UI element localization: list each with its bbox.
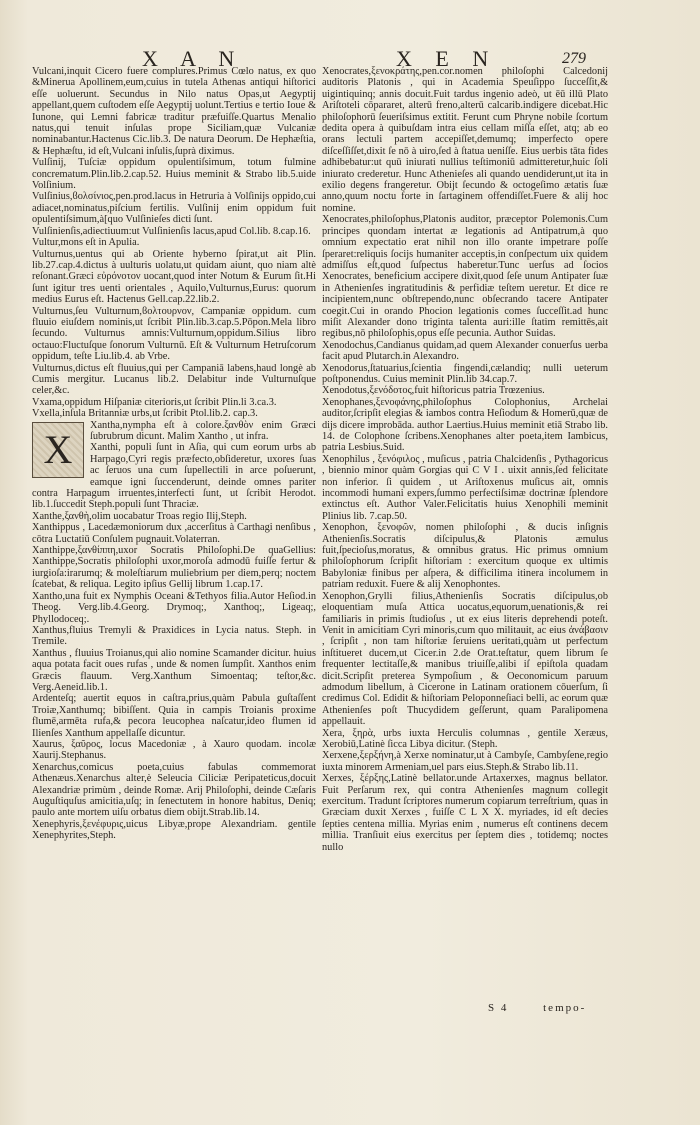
dictionary-entry: Vulcani,inquit Cicero fuere complures.Primus Cœlo natus, ex quo &Minerua Apollinem,eum,cuius in tutela Athenas antiqui hiſtorici eſſe uoluerunt. Secundus in Nilo natus Opas,ut Aegyptij appellant,quem cuſtodem eſſe Aegyptij uolunt.Tertius e tertio Ioue & Iunone, qui Lemni fabricæ traditur præfuiſſe.Quartus Menalio natus,qui tenuit inſulas prope Siciliam,quæ Vulcaniæ nominabantur.Hactenus Cic.lib.3. De natura Deorum. De Hephæſtia, & Hephæſtu, id eſt,Vulcani inſulis,ſuprà diximus. (32, 66, 316, 157)
dictionary-entry: Xenophilus , ξενόφιλος , muſicus , patria Chalcidenſis , Pythagoricus , biennio minor quàm Gorgias qui C V I . uixit annis,ſed felicitate non inferior. ſi quidem , ut Ariſtoxenus muſicus ait, omnis incommodi humani expers,ſummo perfectiſsimæ doctrinæ ſplendore extinctus eſt. Author Valer.Felicitatis huius Xenophili meminit Plinius lib. 7.cap.50. (322, 453, 608, 522)
dictionary-entry: Xenodotus,ξενόδοτος,fuit hiſtoricus patria Trœzenius. (322, 385, 545, 397)
dictionary-entry: Xenocrates,ξενοκράτης,pen.cor.nomen philoſophi Calcedonij auditoris Platonis , qui in Academia Speuſippo ſucceſſit,& uigintiquinq; annis docuit.Fuit tardus ingenio adeò, ut ēū illū Plato Ariſtoteli cōpararet, alterū freno,alterū calcarib.indigere dicebat.Hic philoſophorū ſeueriſsimus extitit. Ferunt cum Phryne nobile ſcortum dedita opera à quibuſdam intra eius cellam miſſa eſſet, atq; ab eo orans lectuli partem accepiſſet,demumq; imperfecto opere diſceſſiſſet,dixit ſe nō à uiro,ſed à ſtatua ueniſſe. Eius uerbis tāta fides adhibebatur:ut quū iniurati nullius teſtimoniū admitteretur,huic ſoli iniurato crederetur. Hunc Athenieſes ali quando uendiderunt,ut ita in exilio degens frangeretur. Obijt ſecundo & octogeſimo ætatis ſuæ anno,quum noctu forte in ſartaginem offendiſſet.Fuere & alij hoc nomine. (322, 66, 608, 214)
dictionary-entry: Vxama,oppidum Hiſpaniæ citerioris,ut ſcribit Plin.li 3.ca.3. (32, 396, 277, 408)
header-right-word: X E N (396, 46, 498, 71)
dictionary-entry: Vxella,inſula Britanniæ urbs,ut ſcribit Ptol.lib.2. cap.3. (32, 408, 258, 420)
dictionary-entry: Xanthus , fluuius Troianus,qui alio nomine Scamander dicitur. huius aqua potata facit oues rufas , unde & nomen ſumpſit. Xanthos enim Græcis flauum. Verg.Xanthum Simoentaq; teſtor,&c. Verg.Aeneid.lib.1. (32, 647, 316, 693)
dictionary-entry: Xenodochus,Candianus quidam,ad quem Alexander conuerſus uerba facit apud Plutarch.in Alexandro. (322, 339, 608, 363)
dictionary-entry: Xanthippus , Lacedæmoniorum dux ,accerſitus à Carthagi nenſibus , cōtra Luctatiū Conſulem pugnauit.Volaterran. (32, 522, 316, 545)
dictionary-entry: Xerxene,ξερξήνη,à Xerxe nominatur,ut à Cambyſe, Cambyſene,regio iuxta minorem Armeniam,uel pars eius.Steph.& Strabo lib.11. (322, 750, 608, 773)
signature-mark: S 4 (488, 1002, 509, 1014)
dictionary-entry: Xenophon, ξενοφῶν, nomen philoſophi , & ducis inſignis Athenienſis.Socratis diſcipulus,& Platonis æmulus fuit,ſpecioſus,moratus, & omnibus gratus. Hic primus omnium philoſophorum ſcripſit hiſtoriam : exercitum quoque ex ultimis Babyloniæ finibus per aſpera, & difficilima itinera incolumem in patriam reduxit. Fuere & alij Xenophontes. (322, 522, 608, 591)
dictionary-entry: Xenodorus,ſtatuarius,ſcientia fingendi,cælandiq; nulli ueterum poſtponendus. Cuius meminit Plin.lib 34.cap.7. (322, 362, 608, 385)
dictionary-entry: Ardenteſq; auertit equos in caſtra,prius,quàm Pabula guſtaſſent Troiæ,Xanthumq; bibiſſent. Quia in campis Troianis proxime flumē,armēta rufa,& pecora leucophea naſcatur,ideo flumen id Ilienſes Xanthum appellaſſe dicuntur. (32, 693, 316, 739)
dictionary-entry: Vulſinius,ϐολσίνιος,pen.prod.lacus in Hetruria à Volſinijs oppido,cui adiacet,nominatus,piſcium fertilis. Vulſinij enim oppidum fuit opulentiſsimum,à[quo Vulſinieſes dicti ſunt. (32, 191, 316, 226)
left-column (32, 66, 316, 842)
page-number: 279 (562, 50, 586, 67)
decorated-initial: X (32, 422, 84, 478)
dictionary-entry: Vulturnus,ſeu Vulturnum,ϐολτουρνον, Campaniæ oppidum. cum fluuio eiuſdem nominis,ut ſcribit Plin.lib.3.cap.5.Pōpon.Mela libro ſecundo. Vulturnus amnis:Vulturnum,oppidum.Silius libro octauo:Fluctuſque ſonorum Vulturnū. Eſt & Vulturnum Hetruſcorum oppidum, teſte Liu.lib.4. ab Vrbe. (32, 305, 316, 363)
dictionary-entry: Xenephyris,ξενέφυρις,uicus Libyæ,prope Alexandriam. gentile Xenephyrites,Steph. (32, 818, 316, 842)
dictionary-entry: Xenophon,Grylli filius,Athenienſis Socratis diſcipulus,ob eloquentiam muſa Attica uocatus,equorum,uenationis,& rei familiaris in primis ſtudioſus , ut ex eius literis deprehendi poteſt. Venit in amicitiam Cyri minoris,cum quo militauit, ac eius ἀνάβασιν , ſcripſit , non tam hiſtoriæ ſeruiens ueritati,quàm ut perfectum inſtitueret ducem,ut Cicer.in 2.de Orat.teſtatur, quem librum ſe frequenter lectitaſſe,& manibus triuiſſe,alibi iſ epiſtola quadam dicit.Scripſit preterea Sympoſium , & Oeconomicum paruum admodum libellum, à Cicerone in Latinam orationem cōuerſum, ſi credimus Col. Edidit & hiſtoriam Peloponneſiaci belli, ac eorum quæ Athenienſes poſt Thucydidem geſſerunt, quam Paralipomena appellauit. (322, 590, 608, 728)
dictionary-entry: Vulturnus,uentus qui ab Oriente hyberno ſpirat,ut ait Plin. lib.27.cap.4.dictus à uulturis uolatu,ut quidam aiunt, quo niam altè reſonant.Græci εὐρόνοτον uocant,quod inter Notum & Eurum ſit.Hi ſunt igitur tres uenti orientales , Aquilo,Vulturnus,Eurus: quorum medius Eurus eſt. Hactenus Gell.cap.22.lib.2. (32, 248, 316, 306)
dictionary-entry: Vulſinij, Tuſciæ oppidum opulentiſsimum, totum fulmine concrematum.Plin.lib.2.cap.52. Huius meminit & Strabo lib.5.uide Volſinium. (32, 157, 316, 192)
dictionary-entry: Xaurus, ξαῦρος, locus Macedoniæ , à Xauro quodam. incolæ Xaurij.Stephanus. (32, 738, 316, 762)
dictionary-entry: Xenocrates,philoſophus,Platonis auditor, præceptor Polemonis.Cum principes quondam intertat æ legationis ad Antipatrum,à quo omnium expectatio erat nihil non illo orante impetrare poſſe ſperaret:reliquis ſocijs humaniter acceptis,in conſpectum uix quidem admiſſus eſt,quod ſuſpectus haberetur.Tunc uerſus ad ſocios Xenocrates, beneficium accipere dixit,quod ſeſe unum Antipater ſuæ in Athenienſes ingratitudinis & perfidiæ teſtem ueretur. Et dice re incipientem,nunc obſtrependo,nunc obſecrando tacere Antipater coegit.Cui in orando Phocion legationis comes ſucceſſit.ad hunc miſit Alexander dono triginta talenta auri:ille ſtatim remittēs,ait regibus,nō philoſophis,opus eſſe pecunia. Author Suidas. (322, 214, 608, 340)
dictionary-entry: Xanthippe,ξανθίππη,uxor Socratis Philoſophi.De quaGellius: Xanthippe,Socratis philoſophi uxor,moroſa admodū fuiſſe fertur & iurgioſa:irarumq; & moleſtiarum muliebrium per diem,perq; noctem ſcatebat, & reliqua. Legito ipſius Gellij librum 1.cap.17. (32, 545, 316, 591)
right-column (322, 66, 608, 853)
dictionary-entry: Vulſinienſis,adiectiuum:ut Vulſinienſis lacus,apud Col.lib. 8.cap.16. (32, 225, 311, 237)
dictionary-entry: Xantho,una fuit ex Nymphis Oceani &Tethyos filia.Autor Heſiod.in Theog. Verg.lib.4.Georg. Drymoq;, Xanthoq;, Ligeaq;, Phyllodoceq;. (32, 590, 316, 625)
dictionary-entry: Xenophanes,ξενοφάνης,philoſophus Colophonius, Archelai auditor,ſcripſit elegias & iambos contra Heſiodum & Homerū,quæ de dijs dicere improbāda. author Laertius.Huius meminit etiā Strabo lib. 14. de Colophone ſcribens.Xenophanes alter poeta,item Iambicus, patria Lesbius.Suid. (322, 396, 608, 454)
catchword: tempo- (543, 1002, 587, 1014)
dictionary-entry: Xenarchus,comicus poeta,cuius fabulas commemorat Athenæus.Xenarchus alter,è Seleucia Ciliciæ Peripateticus,docuit Alexandriæ primùm , deinde Romæ. Arij Philoſophi, deinde Cæſaris Auguſtiquſus amicitia,uſq; in ſenectutem in honore habitus, Deniq; paulo ante mortem uiſu orbatus diem obijt.Strab.lib.14. (32, 761, 316, 819)
dictionary-entry: Xera, ξηρὰ, urbs iuxta Herculis columnas , gentile Xeræus, Xerobiū,Latinè ſicca Libya dicitur. (Steph. (322, 727, 608, 750)
dictionary-entry: Xanthe,ξανθὴ,olim uocabatur Troas regio Ilij,Steph. (32, 510, 247, 522)
dictionary-entry: Xanthus,fluius Tremyli & Praxidices in Lycia natus. Steph. in Tremile. (32, 624, 316, 648)
dictionary-entry: Vulturnus,dictus eſt fluuius,qui per Campaniā labens,haud longè ab Cumis mergitur. Lucanus lib.2. Delabitur inde Vulturnuſque celer,&c. (32, 362, 316, 397)
dictionary-entry: Xerxes, ξέρξης,Latinè bellator.unde Artaxerxes, magnus bellator. Fuit Perſarum rex, qui contra Athenienſes magnum collegit exercitum. Tradunt ſcriptores numerum copiarum terreſtrium, quas in Græciam duxit Xerxes , fuiſſe C L X X. myriades, id eſt decies ſepties centena millia. Myrias enim , numerus eſt continens decem millia. Tranſiuit eius exercitus per ſeptem dies , totidemq; noctes nullo (322, 773, 608, 853)
page-footer (458, 1002, 586, 1014)
dictionary-entry: Xanthi, populi ſunt in Aſia, qui cum eorum urbs ab Harpago,Cyri regis præfecto,obſideretur, uxores ſuas ac ſeruos una cum ſupellectili in arce poſuerunt, eamque igni ſuccenderunt, deinde omnes pariter contra Harpagum irruentes,interfecti ſunt, ut ſcribit Herodot. lib.1.ſuccedit Steph.populi ſunt Thraciæ. (32, 442, 316, 511)
header-left-word: X A N (142, 46, 244, 71)
dictionary-entry: Xantha,nympha eſt à colore.ξανθὸν enim Græci ſubrubrum dicunt. Malim Xantho , ut infra. (90, 419, 316, 442)
dictionary-entry: Vultur,mons eſt in Apulia. (32, 237, 140, 249)
